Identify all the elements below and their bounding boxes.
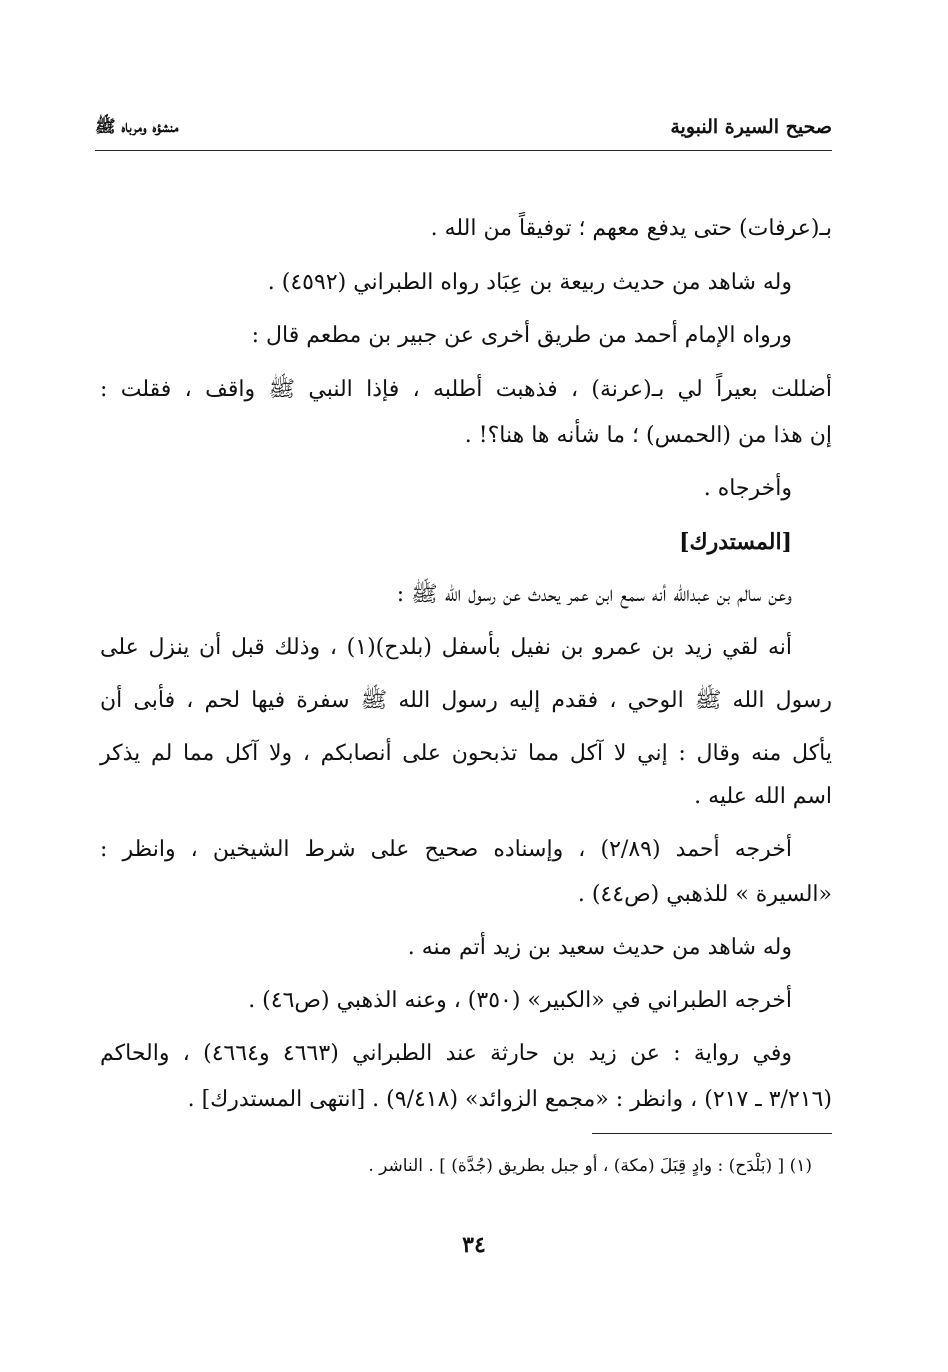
text-line: أخرجه أحمد (٢/٨٩) ، وإسناده صحيح على شرط الشيخين ، وانظر : — [100, 837, 792, 862]
book-title: صحيح السيرة النبوية — [670, 116, 832, 138]
chapter-title: منشؤه ومرباه ﷺ — [95, 117, 179, 137]
text-line: بـ(عرفات) حتى يدفع معهم ؛ توفيقاً من الله . — [430, 216, 832, 241]
running-header — [95, 112, 832, 151]
footnote: (١) [ (بَلْدَح) : وادٍ قِبَلَ (مكة) ، أو جبل بطريق (جُدَّة) ] . الناشر . — [368, 1156, 812, 1176]
text-line: يأكل منه وقال : إني لا آكل مما تذبحون على أنصابكم ، ولا آكل مما لم يذكر — [100, 741, 832, 766]
text-line: وعن سالم بن عبدالله أنه سمع ابن عمر يحدث عن رسول الله ﷺ : — [396, 582, 792, 607]
text-line: اسم الله عليه . — [694, 784, 832, 809]
text-line: وله شاهد من حديث ربيعة بن عِبَاد رواه الطبراني (٤٥٩٢) . — [267, 270, 792, 295]
page-number: ٣٤ — [462, 1232, 486, 1258]
text-line: «السيرة » للذهبي (ص٤٤) . — [577, 882, 832, 907]
text-line: رسول الله ﷺ الوحي ، فقدم إليه رسول الله ﷺ سفرة فيها لحم ، فأبى أن — [100, 688, 832, 713]
text-line: أضللت بعيراً لي بـ(عرنة) ، فذهبت أطلبه ، فإذا النبي ﷺ واقف ، فقلت : — [100, 377, 832, 402]
text-line: ورواه الإمام أحمد من طريق أخرى عن جبير بن مطعم قال : — [251, 323, 792, 348]
text-line: أخرجه الطبراني في «الكبير» (٣٥٠) ، وعنه الذهبي (ص٤٦) . — [248, 988, 792, 1013]
text-line: وفي رواية : عن زيد بن حارثة عند الطبراني (٤٦٦٣ و٤٦٦٤) ، والحاكم — [100, 1041, 792, 1066]
text-line: وله شاهد من حديث سعيد بن زيد أتم منه . — [407, 935, 792, 960]
text-line: وأخرجاه . — [703, 476, 792, 501]
text-line: (٣/٢١٦ ـ ٢١٧) ، وانظر : «مجمع الزوائد» (٩/٤١٨) . [انتهى المستدرك] . — [187, 1087, 832, 1112]
footnote-separator — [592, 1133, 832, 1134]
text-line: إن هذا من (الحمس) ؛ ما شأنه ها هنا؟! . — [464, 423, 832, 448]
section-heading: [المستدرك] — [679, 529, 792, 555]
text-line: أنه لقي زيد بن عمرو بن نفيل بأسفل (بلدح)(١) ، وذلك قبل أن ينزل على — [100, 635, 792, 660]
